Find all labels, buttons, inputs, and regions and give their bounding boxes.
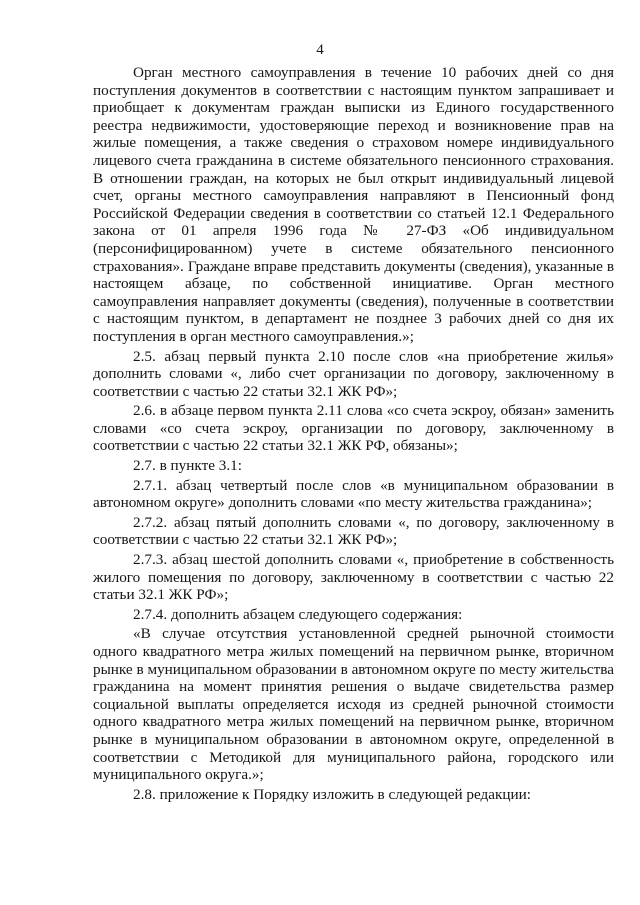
paragraph-2-7-2: 2.7.2. абзац пятый дополнить словами «, по договору, заключенному в соответствии с частью 22 статьи 32.1 ЖК РФ»; (93, 513, 614, 549)
paragraph-2-7-4: 2.7.4. дополнить абзацем следующего содержания: (133, 605, 463, 623)
paragraph-2-7: 2.7. в пункте 3.1: (133, 457, 242, 475)
page-number: 4 (316, 42, 324, 58)
paragraph-2-7-3: 2.7.3. абзац шестой дополнить словами «, приобретение в собственность жилого помещения по договору, заключенному в соответствии с частью 22 статьи 32.1 ЖК РФ»; (93, 551, 614, 604)
paragraph-quoted-addition: «В случае отсутствия установленной средней рыночной стоимости одного квадратного метра жилых помещений на первичном рынке, вторичном рынке в муниципальном образовании в автономном округе по месту жительства гражданина на момент принятия решения о выдаче свидетельства размер социальной выплаты определяется исходя из средней рыночной стоимости одного квадратного метра жилых помещений на первичном рынке, вторичном рынке в муниципальном образовании в автономном округе, определенной в соответствии с Методикой для муниципального района, городского или муниципального округа.»; (93, 625, 614, 784)
paragraph-2-8: 2.8. приложение к Порядку изложить в следующей редакции: (133, 785, 531, 803)
paragraph-registry-request: Орган местного самоуправления в течение 10 рабочих дней со дня поступления документов в соответствии с настоящим пунктом запрашивает и приобщает к документам граждан выписки из Единого государственного реестра недвижимости, удостоверяющие переход и возникновение прав на жилые помещения, а также сведения о страховом номере индивидуального лицевого счета гражданина в системе обязательного пенсионного страхования. В отношении граждан, на которых не был открыт индивидуальный лицевой счет, органы местного самоуправления направляют в Пенсионный фонд Российской Федерации сведения в соответствии со статьей 12.1 Федерального закона от 01 апреля 1996 года № 27-ФЗ «Об индивидуальном (персонифицированном) учете в системе обязательного пенсионного страхования». Граждане вправе представить документы (сведения), указанные в настоящем абзаце, по собственной инициативе. Орган местного самоуправления направляет документы (сведения), полученные в соответствии с настоящим пунктом, в департамент не позднее 3 рабочих дней со дня их поступления в орган местного самоуправления.»; (93, 64, 614, 345)
paragraph-2-5: 2.5. абзац первый пункта 2.10 после слов «на приобретение жилья» дополнить словами «, либо счет организации по договору, заключенному в соответствии с частью 22 статьи 32.1 ЖК РФ»; (93, 347, 614, 400)
paragraph-2-7-1: 2.7.1. абзац четвертый после слов «в муниципальном образовании в автономном округе» дополнить словами «по месту жительства гражданина»; (93, 476, 614, 512)
paragraph-2-6: 2.6. в абзаце первом пункта 2.11 слова «со счета эскроу, обязан» заменить словами «со счета эскроу, организации по договору, заключенному в соответствии с частью 22 статьи 32.1 ЖК РФ, обязаны»; (93, 402, 614, 455)
document-body (93, 64, 614, 805)
